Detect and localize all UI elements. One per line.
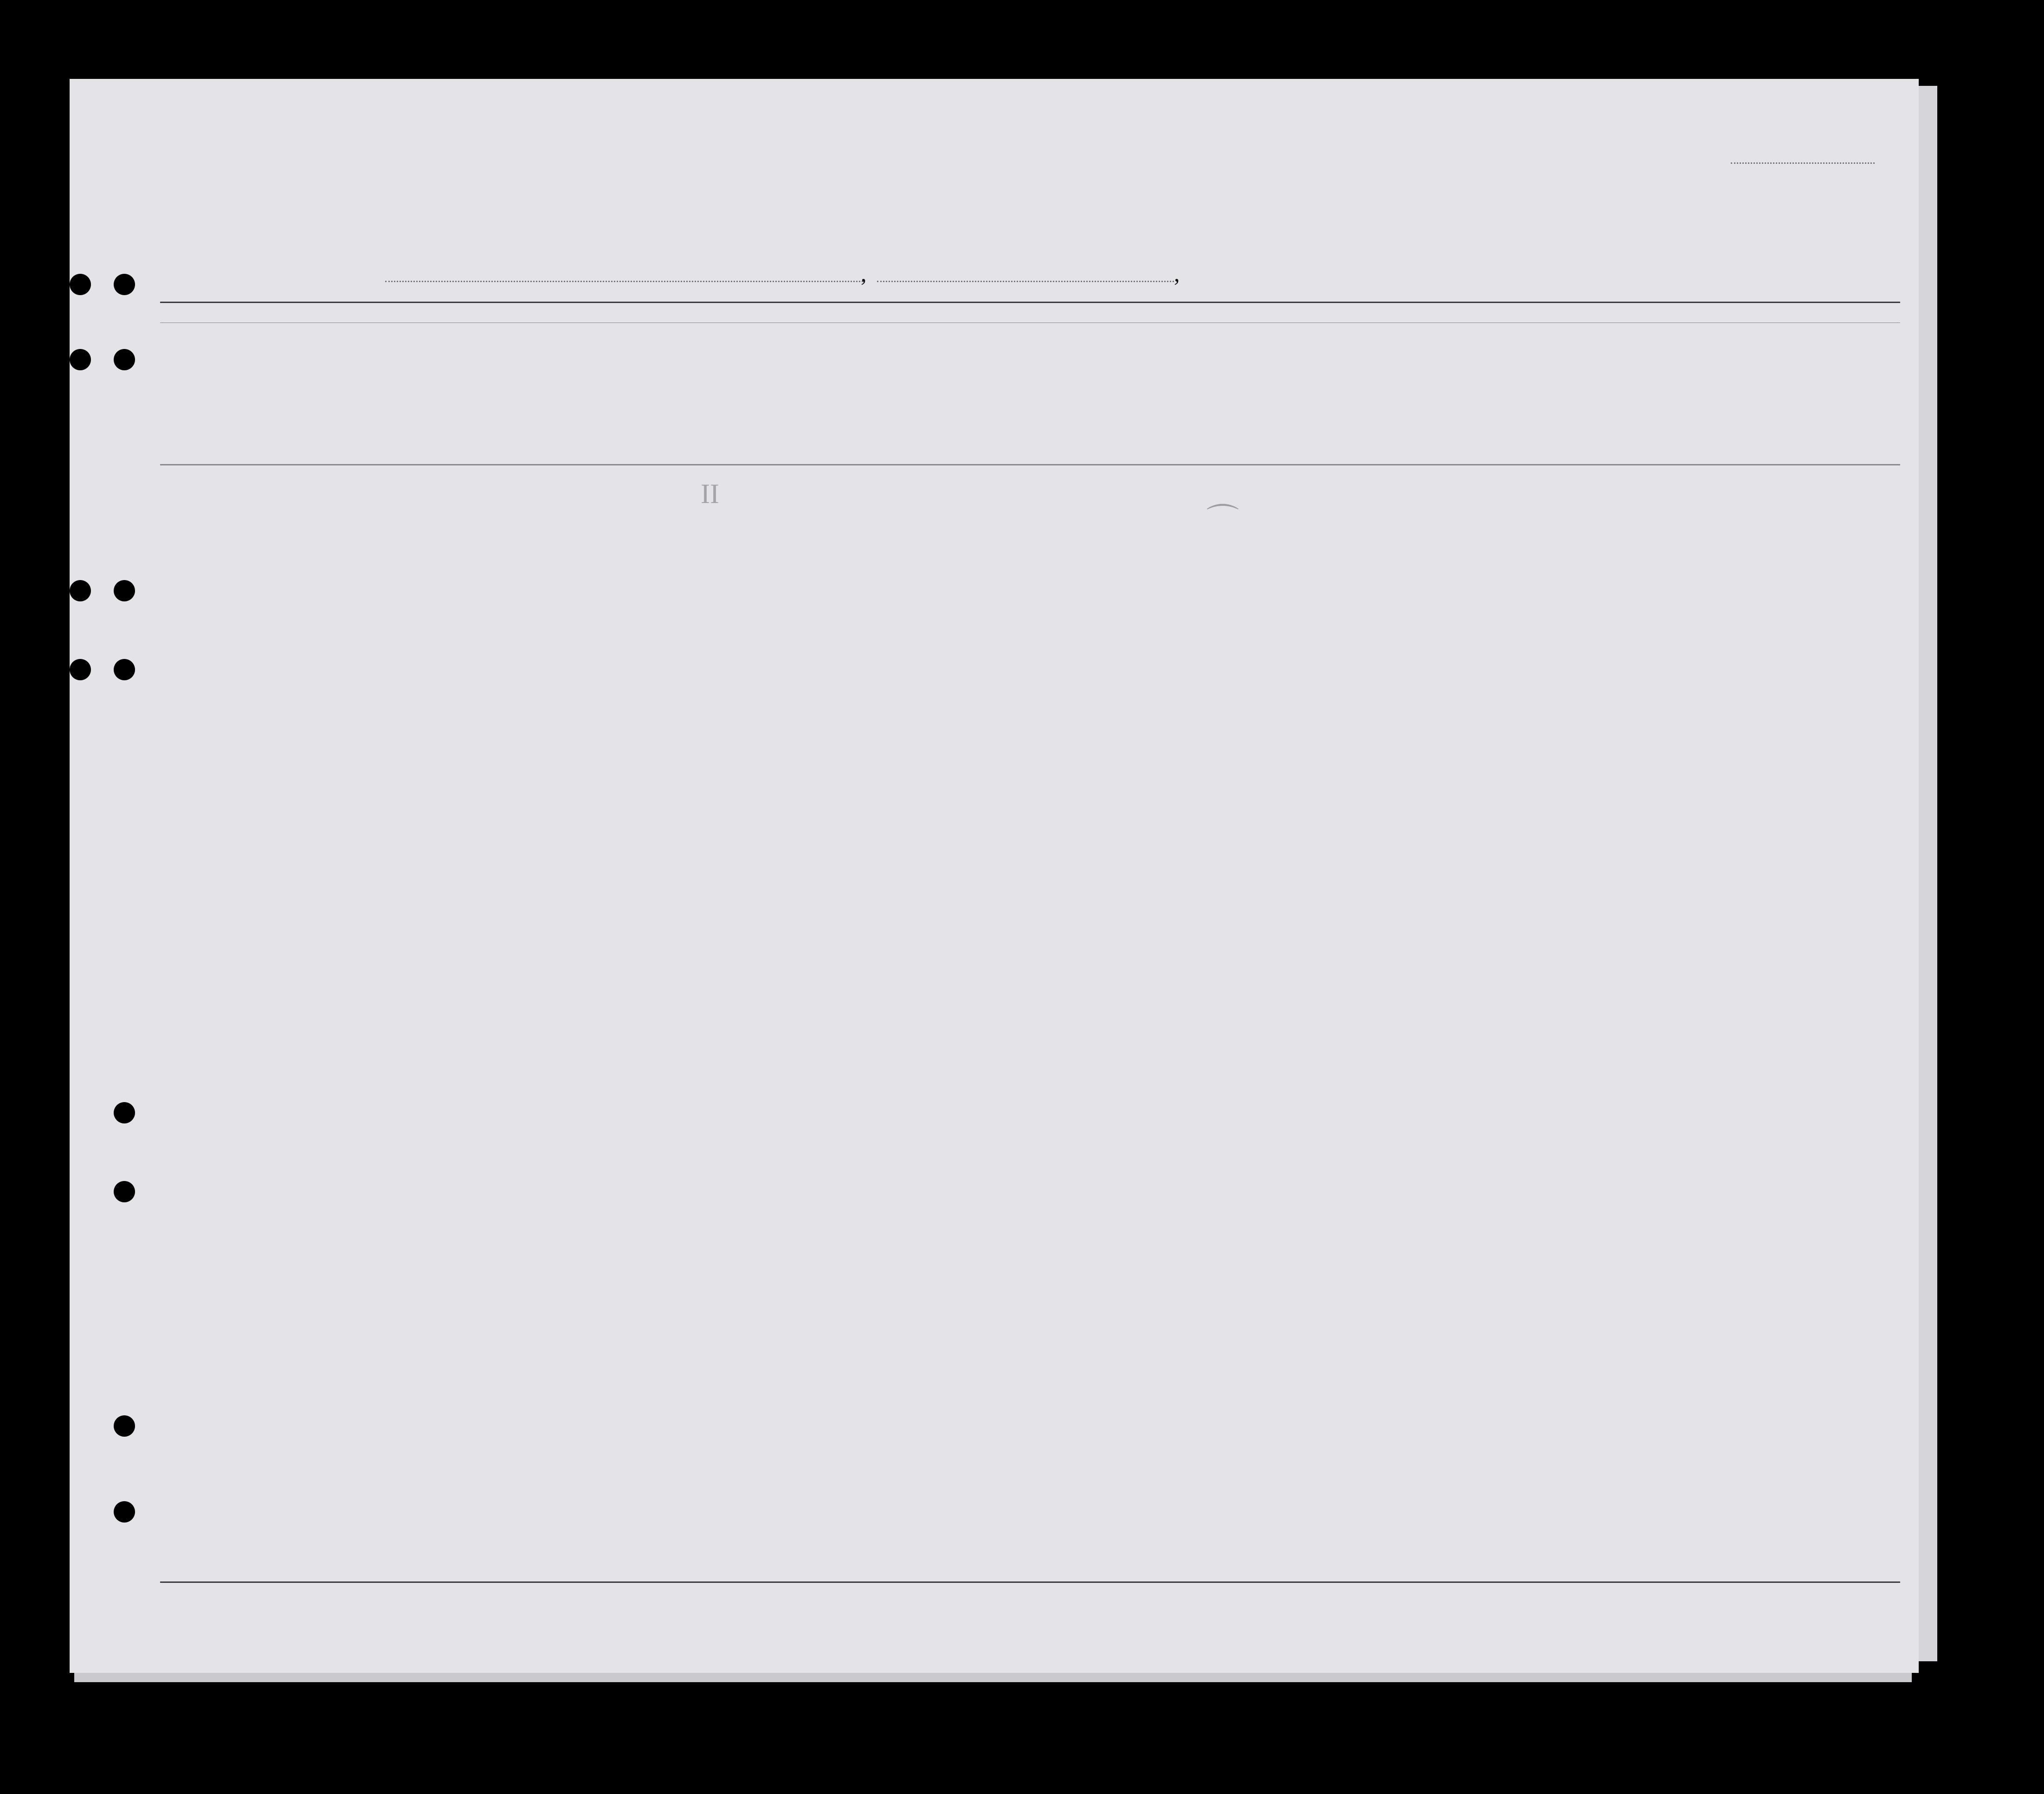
binder-hole bbox=[70, 274, 91, 295]
hdr-foreign-country bbox=[454, 385, 495, 450]
hdr-polygamist bbox=[1299, 346, 1317, 459]
comma: , bbox=[1174, 260, 1180, 286]
hdr-going-to-join bbox=[930, 367, 1139, 422]
hdr-excluded bbox=[1432, 346, 1451, 459]
hdr-hair bbox=[1670, 425, 1703, 443]
hdr-passage-paid bbox=[647, 362, 703, 408]
binder-hole bbox=[114, 274, 135, 295]
hdr-no-on-list bbox=[172, 367, 209, 422]
hdr-inches bbox=[1608, 422, 1627, 462]
manifest-sheet bbox=[70, 79, 1919, 1673]
hdr-date-departure bbox=[877, 404, 921, 455]
binder-hole bbox=[114, 1181, 135, 1202]
hdr-complexion bbox=[1630, 390, 1667, 427]
hdr-yes-no bbox=[751, 399, 782, 441]
header-bottom-rule bbox=[160, 464, 1900, 465]
hdr-final-destination bbox=[452, 341, 599, 360]
binder-hole bbox=[114, 349, 135, 370]
table-bottom-rule bbox=[160, 1581, 1900, 1583]
hdr-purpose bbox=[1150, 341, 1259, 369]
pencil-mark: II bbox=[701, 478, 719, 509]
pencil-mark: ⌒ bbox=[1206, 503, 1239, 539]
port-line bbox=[385, 281, 863, 282]
hdr-anarchist bbox=[1322, 346, 1340, 459]
hdr-passage-paid-sub bbox=[637, 406, 716, 452]
hdr-ever-before bbox=[752, 338, 919, 370]
date-line bbox=[877, 281, 1174, 282]
binder-hole bbox=[70, 580, 91, 601]
hdr-feet bbox=[1587, 432, 1606, 462]
hdr-period bbox=[789, 408, 835, 450]
hdr-prison bbox=[1258, 346, 1293, 459]
comma: , bbox=[861, 260, 867, 286]
hdr-where bbox=[835, 418, 877, 436]
binder-hole bbox=[114, 580, 135, 601]
binder-hole bbox=[114, 1501, 135, 1523]
hdr-eyes bbox=[1704, 425, 1737, 443]
hdr-nearest-relative bbox=[223, 362, 445, 427]
hdr-state bbox=[499, 425, 534, 443]
hdr-health bbox=[1479, 362, 1525, 445]
hdr-height bbox=[1586, 357, 1630, 381]
sheet-edge-bottom bbox=[74, 1673, 1912, 1682]
hdr-in-usa bbox=[499, 369, 599, 397]
binder-hole bbox=[114, 659, 135, 680]
hdr-marks bbox=[1740, 394, 1865, 418]
hdr-arrested bbox=[1456, 346, 1475, 459]
binder-hole bbox=[70, 349, 91, 370]
list-line bbox=[1731, 162, 1875, 164]
hdr-overthrow bbox=[1343, 346, 1394, 459]
hdr-purpose-c bbox=[1223, 371, 1256, 459]
binder-hole bbox=[114, 1102, 135, 1123]
hdr-deformed bbox=[1528, 362, 1584, 445]
hdr-ticket bbox=[603, 334, 626, 459]
hdr-final-destination-sub bbox=[452, 357, 599, 368]
table-top-rule bbox=[160, 302, 1900, 303]
hdr-ever-before-sub bbox=[752, 368, 919, 379]
hdr-color-of bbox=[1670, 360, 1738, 378]
hdr-if-yes bbox=[789, 383, 919, 397]
hdr-purpose-a bbox=[1151, 371, 1183, 459]
binder-hole bbox=[70, 659, 91, 680]
hdr-fifty-dollars bbox=[721, 334, 747, 459]
binder-hole bbox=[114, 1415, 135, 1437]
hdr-offer-labor bbox=[1394, 346, 1433, 459]
sheet-edge-right bbox=[1919, 86, 1937, 1661]
hdr-city bbox=[536, 425, 599, 443]
hdr-purpose-b bbox=[1187, 371, 1219, 459]
